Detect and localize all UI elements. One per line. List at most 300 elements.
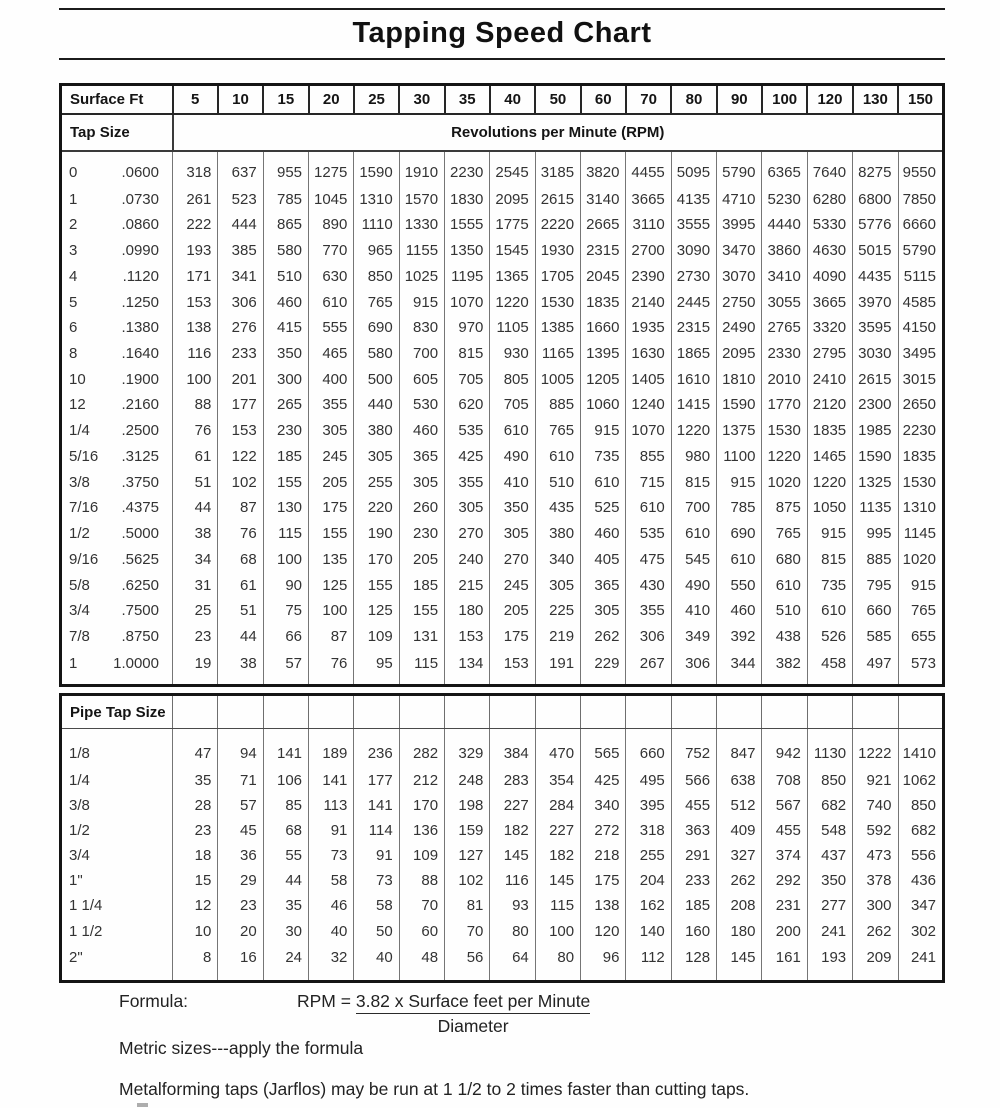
rpm-value-cell: 91: [354, 843, 399, 868]
rpm-value-cell: 473: [853, 843, 898, 868]
rpm-value-cell: 306: [218, 289, 263, 315]
rpm-value-cell: 306: [626, 624, 671, 650]
rpm-value-cell: 415: [263, 315, 308, 341]
rpm-value-cell: 2330: [762, 341, 807, 367]
rpm-value-cell: 208: [717, 893, 762, 918]
rpm-value-cell: 34: [173, 547, 218, 573]
rpm-value-cell: 523: [218, 186, 263, 212]
rpm-value-cell: 580: [354, 341, 399, 367]
rpm-value-cell: 3595: [853, 315, 898, 341]
pipe-header-empty-cell: [173, 695, 218, 729]
tap-size-decimal: .5625: [121, 550, 159, 568]
tap-row: [61, 572, 944, 598]
rpm-value-cell: 735: [807, 572, 852, 598]
rpm-value-cell: 930: [490, 341, 535, 367]
rpm-value-cell: 1135: [853, 495, 898, 521]
rpm-value-cell: 850: [354, 263, 399, 289]
rpm-value-cell: 1222: [853, 729, 898, 768]
pipe-header-empty-cell: [399, 695, 444, 729]
main-table-head: [61, 85, 944, 152]
rpm-value-cell: 526: [807, 624, 852, 650]
rpm-value-cell: 460: [717, 598, 762, 624]
pipe-size-wrap: [62, 872, 172, 889]
tap-size-wrap: [62, 422, 172, 439]
rpm-value-cell: 3495: [898, 341, 944, 367]
rpm-value-cell: 425: [445, 444, 490, 470]
rpm-value-cell: 19: [173, 649, 218, 685]
rpm-value-cell: 1070: [445, 289, 490, 315]
rpm-value-cell: 915: [581, 418, 626, 444]
rpm-value-cell: 9550: [898, 151, 944, 186]
rpm-value-cell: 2730: [671, 263, 716, 289]
pipe-header-empty-cell: [762, 695, 807, 729]
pipe-row: [61, 868, 944, 893]
rpm-value-cell: 565: [581, 729, 626, 768]
rpm-value-cell: 4440: [762, 212, 807, 238]
tap-size-wrap: [62, 602, 172, 619]
rpm-value-cell: 28: [173, 793, 218, 818]
pipe-row: [61, 944, 944, 982]
rpm-value-cell: 100: [309, 598, 354, 624]
rpm-value-cell: 201: [218, 366, 263, 392]
rpm-value-cell: 113: [309, 793, 354, 818]
rpm-value-cell: 340: [581, 793, 626, 818]
tap-size-cell: [61, 238, 173, 264]
tap-size-cell: [61, 392, 173, 418]
rpm-value-cell: 87: [309, 624, 354, 650]
rpm-value-cell: 440: [354, 392, 399, 418]
pipe-rows-body: [61, 729, 944, 982]
speed-header-35: 35: [445, 85, 490, 115]
rpm-value-cell: 255: [626, 843, 671, 868]
rpm-value-cell: 262: [581, 624, 626, 650]
rpm-value-cell: 145: [717, 944, 762, 982]
tap-size-decimal: .0860: [121, 216, 159, 234]
rpm-value-cell: 57: [218, 793, 263, 818]
rpm-value-cell: 6800: [853, 186, 898, 212]
tap-size-decimal: .7500: [121, 602, 159, 620]
rpm-value-cell: 193: [173, 238, 218, 264]
rpm-value-cell: 5790: [717, 151, 762, 186]
rpm-value-cell: 458: [807, 649, 852, 685]
rpm-value-cell: 3320: [807, 315, 852, 341]
rpm-value-cell: 460: [263, 289, 308, 315]
rpm-value-cell: 134: [445, 649, 490, 685]
rpm-value-cell: 610: [717, 547, 762, 573]
rpm-value-cell: 497: [853, 649, 898, 685]
rpm-value-cell: 230: [399, 521, 444, 547]
pipe-header-empty-cell: [218, 695, 263, 729]
tap-size-value: 5/8: [69, 576, 90, 594]
rpm-value-cell: 349: [671, 624, 716, 650]
tap-size-cell: [61, 418, 173, 444]
rpm-value-cell: 160: [671, 919, 716, 944]
rpm-value-cell: 5015: [853, 238, 898, 264]
rpm-value-cell: 3860: [762, 238, 807, 264]
rpm-value-cell: 855: [626, 444, 671, 470]
rpm-value-cell: 682: [898, 818, 944, 843]
rpm-value-cell: 765: [762, 521, 807, 547]
rpm-value-cell: 556: [898, 843, 944, 868]
tap-size-wrap: [62, 319, 172, 336]
rpm-value-cell: 3665: [626, 186, 671, 212]
rpm-value-cell: 12: [173, 893, 218, 918]
rpm-value-cell: 638: [717, 768, 762, 793]
rpm-value-cell: 2300: [853, 392, 898, 418]
rpm-value-cell: 545: [671, 547, 716, 573]
rpm-value-cell: 444: [218, 212, 263, 238]
formula-denominator: Diameter: [437, 1016, 509, 1036]
rpm-value-cell: 305: [309, 418, 354, 444]
rpm-value-cell: 23: [173, 624, 218, 650]
rpm-value-cell: 177: [218, 392, 263, 418]
rpm-value-cell: 191: [535, 649, 580, 685]
rpm-value-cell: 585: [853, 624, 898, 650]
rpm-value-cell: 942: [762, 729, 807, 768]
pipe-size-cell: [61, 843, 173, 868]
rpm-value-cell: 58: [354, 893, 399, 918]
tap-size-decimal: .6250: [121, 576, 159, 594]
rpm-value-cell: 4135: [671, 186, 716, 212]
rpm-value-cell: 75: [263, 598, 308, 624]
rpm-value-cell: 73: [354, 868, 399, 893]
rpm-value-cell: 88: [399, 868, 444, 893]
rpm-value-cell: 225: [535, 598, 580, 624]
rpm-value-cell: 610: [490, 418, 535, 444]
rpm-value-cell: 1025: [399, 263, 444, 289]
rpm-value-cell: 45: [218, 818, 263, 843]
rpm-value-cell: 1005: [535, 366, 580, 392]
pipe-row: [61, 843, 944, 868]
pipe-size-wrap: [62, 797, 172, 814]
rpm-value-cell: 1310: [898, 495, 944, 521]
tap-size-decimal: .0600: [121, 164, 159, 182]
tap-row: [61, 649, 944, 685]
tap-row: [61, 469, 944, 495]
rpm-value-cell: 765: [354, 289, 399, 315]
rpm-value-cell: 70: [445, 919, 490, 944]
pipe-row: [61, 768, 944, 793]
rpm-value-cell: 30: [263, 919, 308, 944]
rpm-value-cell: 292: [762, 868, 807, 893]
page-title: Tapping Speed Chart: [352, 17, 652, 49]
rpm-value-cell: 115: [535, 893, 580, 918]
rpm-value-cell: 770: [309, 238, 354, 264]
pipe-header-empty-cell: [671, 695, 716, 729]
formula-numerator: 3.82 x Surface feet per Minute: [356, 991, 590, 1014]
rpm-value-cell: 198: [445, 793, 490, 818]
rpm-value-cell: 35: [173, 768, 218, 793]
rpm-value-cell: 8: [173, 944, 218, 982]
tap-size-value: 5/16: [69, 447, 99, 465]
rpm-value-cell: 109: [354, 624, 399, 650]
rpm-value-cell: 2750: [717, 289, 762, 315]
rpm-value-cell: 490: [671, 572, 716, 598]
rpm-value-cell: 2230: [898, 418, 944, 444]
rpm-value-cell: 185: [399, 572, 444, 598]
pipe-header-row: [61, 695, 944, 729]
rpm-value-cell: 655: [898, 624, 944, 650]
tap-size-cell: [61, 649, 173, 685]
tap-size-decimal: .4375: [121, 499, 159, 517]
rpm-value-cell: 1060: [581, 392, 626, 418]
rpm-header-row: [61, 114, 944, 151]
rpm-value-cell: 161: [762, 944, 807, 982]
rpm-value-cell: 189: [309, 729, 354, 768]
rpm-value-cell: 96: [581, 944, 626, 982]
rpm-value-cell: 185: [263, 444, 308, 470]
tap-size-value: 2: [69, 216, 78, 234]
pipe-size-cell: [61, 793, 173, 818]
rpm-value-cell: 409: [717, 818, 762, 843]
rpm-value-cell: 610: [309, 289, 354, 315]
tap-size-value: 5: [69, 293, 78, 311]
rpm-value-cell: 240: [445, 547, 490, 573]
rpm-value-cell: 355: [626, 598, 671, 624]
tap-size-wrap: [62, 191, 172, 208]
rpm-value-cell: 35: [263, 893, 308, 918]
rpm-value-cell: 3970: [853, 289, 898, 315]
rpm-value-cell: 1555: [445, 212, 490, 238]
rpm-value-cell: 805: [490, 366, 535, 392]
rpm-value-cell: 690: [354, 315, 399, 341]
surface-ft-header-row: [61, 85, 944, 115]
rpm-value-cell: 23: [218, 893, 263, 918]
rpm-value-cell: 116: [173, 341, 218, 367]
rpm-value-cell: 1660: [581, 315, 626, 341]
rpm-value-cell: 365: [399, 444, 444, 470]
tap-size-cell: [61, 547, 173, 573]
rpm-value-cell: 1395: [581, 341, 626, 367]
rpm-value-cell: 68: [263, 818, 308, 843]
rpm-value-cell: 130: [263, 495, 308, 521]
rpm-value-cell: 815: [445, 341, 490, 367]
rpm-value-cell: 95: [354, 649, 399, 685]
rpm-value-cell: 29: [218, 868, 263, 893]
tap-row: [61, 263, 944, 289]
rpm-value-cell: 155: [309, 521, 354, 547]
rpm-value-cell: 44: [218, 624, 263, 650]
rpm-value-cell: 57: [263, 649, 308, 685]
tap-size-decimal: .3125: [121, 447, 159, 465]
pipe-row: [61, 729, 944, 768]
rpm-value-cell: 136: [399, 818, 444, 843]
rpm-value-cell: 1375: [717, 418, 762, 444]
rpm-value-cell: 318: [173, 151, 218, 186]
tap-row: [61, 151, 944, 186]
rpm-value-cell: 1705: [535, 263, 580, 289]
rpm-value-cell: 1220: [671, 418, 716, 444]
rpm-value-cell: 765: [898, 598, 944, 624]
rpm-value-cell: 495: [626, 768, 671, 793]
rpm-value-cell: 610: [535, 444, 580, 470]
tap-size-cell: [61, 469, 173, 495]
rpm-value-cell: 109: [399, 843, 444, 868]
rpm-value-cell: 50: [354, 919, 399, 944]
rpm-value-cell: 5330: [807, 212, 852, 238]
rpm-value-cell: 3995: [717, 212, 762, 238]
rpm-value-cell: 20: [218, 919, 263, 944]
rpm-value-cell: 785: [717, 495, 762, 521]
tap-size-cell: [61, 521, 173, 547]
rpm-value-cell: 261: [173, 186, 218, 212]
rpm-value-cell: 16: [218, 944, 263, 982]
tap-size-cell: [61, 341, 173, 367]
rpm-value-cell: 630: [309, 263, 354, 289]
rpm-value-cell: 155: [354, 572, 399, 598]
rpm-value-cell: 44: [173, 495, 218, 521]
rpm-value-cell: 1530: [762, 418, 807, 444]
rpm-value-cell: 915: [399, 289, 444, 315]
rpm-value-cell: 1910: [399, 151, 444, 186]
rpm-value-cell: 4455: [626, 151, 671, 186]
rpm-value-cell: 4630: [807, 238, 852, 264]
rpm-value-cell: 180: [445, 598, 490, 624]
rpm-value-cell: 682: [807, 793, 852, 818]
rpm-value-cell: 830: [399, 315, 444, 341]
rpm-value-cell: 2315: [581, 238, 626, 264]
rpm-value-cell: 455: [671, 793, 716, 818]
rpm-value-cell: 3055: [762, 289, 807, 315]
title-top-rule: [59, 8, 945, 10]
rpm-value-cell: 300: [853, 893, 898, 918]
cutoff-text-fragment: [137, 1103, 148, 1107]
rpm-value-cell: 283: [490, 768, 535, 793]
tap-size-cell: [61, 444, 173, 470]
rpm-value-cell: 102: [445, 868, 490, 893]
tap-size-wrap: [62, 628, 172, 645]
rpm-value-cell: 660: [626, 729, 671, 768]
rpm-value-cell: 2615: [853, 366, 898, 392]
rpm-value-cell: 3015: [898, 366, 944, 392]
tap-row: [61, 521, 944, 547]
pipe-row: [61, 818, 944, 843]
rpm-value-cell: 64: [490, 944, 535, 982]
rpm-value-cell: 70: [399, 893, 444, 918]
pipe-header-empty-cell: [535, 695, 580, 729]
rpm-value-cell: 500: [354, 366, 399, 392]
rpm-value-cell: 2220: [535, 212, 580, 238]
rpm-value-cell: 204: [626, 868, 671, 893]
rpm-value-cell: 327: [717, 843, 762, 868]
pipe-header-empty-cell: [490, 695, 535, 729]
rpm-value-cell: 921: [853, 768, 898, 793]
pipe-size-cell: [61, 893, 173, 918]
rpm-value-cell: 5095: [671, 151, 716, 186]
tap-size-value: 7/16: [69, 499, 99, 517]
rpm-value-cell: 80: [490, 919, 535, 944]
tap-size-decimal: .8750: [121, 628, 159, 646]
rpm-value-cell: 735: [581, 444, 626, 470]
rpm-value-cell: 1835: [581, 289, 626, 315]
rpm-value-cell: 209: [853, 944, 898, 982]
rpm-value-cell: 620: [445, 392, 490, 418]
rpm-value-cell: 1330: [399, 212, 444, 238]
rpm-value-cell: 47: [173, 729, 218, 768]
rpm-value-cell: 44: [263, 868, 308, 893]
rpm-value-cell: 6280: [807, 186, 852, 212]
rpm-value-cell: 1630: [626, 341, 671, 367]
rpm-value-cell: 170: [354, 547, 399, 573]
speed-header-50: 50: [535, 85, 580, 115]
rpm-value-cell: 1155: [399, 238, 444, 264]
rpm-value-cell: 114: [354, 818, 399, 843]
rpm-value-cell: 1205: [581, 366, 626, 392]
rpm-value-cell: 3820: [581, 151, 626, 186]
rpm-value-cell: 61: [173, 444, 218, 470]
tapping-speed-table: [59, 83, 945, 687]
rpm-value-cell: 410: [490, 469, 535, 495]
rpm-value-cell: 5776: [853, 212, 898, 238]
speed-header-100: 100: [762, 85, 807, 115]
rpm-value-cell: 36: [218, 843, 263, 868]
rpm-value-cell: 241: [898, 944, 944, 982]
pipe-header-empty-cell: [263, 695, 308, 729]
rpm-value-cell: 145: [535, 868, 580, 893]
rpm-value-cell: 60: [399, 919, 444, 944]
tap-size-wrap: [62, 551, 172, 568]
tap-row: [61, 547, 944, 573]
rpm-value-cell: 1220: [807, 469, 852, 495]
tap-size-decimal: .5000: [121, 525, 159, 543]
pipe-size-value: 1 1/2: [69, 922, 103, 940]
tap-row: [61, 289, 944, 315]
tap-size-wrap: [62, 345, 172, 362]
speed-header-70: 70: [626, 85, 671, 115]
rpm-value-cell: 847: [717, 729, 762, 768]
rpm-value-cell: 890: [309, 212, 354, 238]
formula-fraction: [356, 991, 590, 1037]
pipe-header-empty-cell: [853, 695, 898, 729]
rpm-value-cell: 1020: [898, 547, 944, 573]
rpm-value-cell: 260: [399, 495, 444, 521]
rpm-value-cell: 5230: [762, 186, 807, 212]
rpm-value-cell: 23: [173, 818, 218, 843]
rpm-value-cell: 1220: [490, 289, 535, 315]
pipe-header-empty-cell: [309, 695, 354, 729]
tap-size-value: 3: [69, 242, 78, 260]
pipe-table-head: [61, 695, 944, 729]
rpm-value-cell: 4585: [898, 289, 944, 315]
pipe-size-value: 2": [69, 948, 83, 966]
rpm-value-cell: 3140: [581, 186, 626, 212]
tap-size-value: 4: [69, 267, 78, 285]
rpm-value-cell: 510: [263, 263, 308, 289]
rpm-value-cell: 850: [807, 768, 852, 793]
rpm-value-cell: 175: [490, 624, 535, 650]
rpm-value-cell: 25: [173, 598, 218, 624]
rpm-value-cell: 1105: [490, 315, 535, 341]
rpm-value-cell: 374: [762, 843, 807, 868]
rpm-value-cell: 229: [581, 649, 626, 685]
rpm-value-cell: 265: [263, 392, 308, 418]
rpm-value-cell: 705: [445, 366, 490, 392]
pipe-size-value: 1/8: [69, 745, 90, 763]
rpm-value-cell: 995: [853, 521, 898, 547]
pipe-header-empty-cell: [626, 695, 671, 729]
rpm-value-cell: 162: [626, 893, 671, 918]
rpm-value-cell: 2545: [490, 151, 535, 186]
rpm-value-cell: 700: [399, 341, 444, 367]
rpm-value-cell: 410: [671, 598, 716, 624]
rpm-value-cell: 365: [581, 572, 626, 598]
speed-header-20: 20: [309, 85, 354, 115]
formula-label: Formula:: [119, 991, 189, 1011]
rpm-value-cell: 305: [535, 572, 580, 598]
rpm-value-cell: 610: [626, 495, 671, 521]
rpm-value-cell: 115: [263, 521, 308, 547]
rpm-value-cell: 2490: [717, 315, 762, 341]
